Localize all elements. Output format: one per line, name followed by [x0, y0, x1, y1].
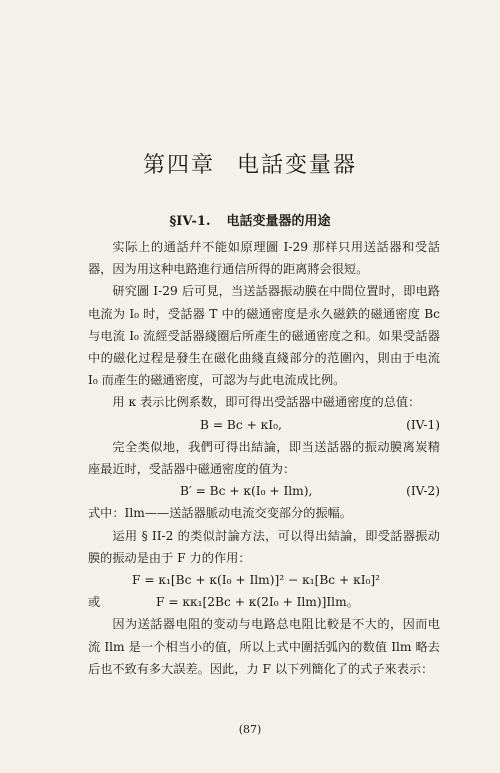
chapter-heading: [0, 148, 500, 179]
equation-force-1: [88, 569, 440, 591]
page-number: (87): [238, 723, 262, 736]
equation-force-2-expression: F = κκ₁[2Bc + κ(2I₀ + Ilm)]Ilm。: [156, 595, 359, 610]
equation-force-2: [88, 591, 440, 613]
paragraph-1: 实际上的通話幷不能如原理圖 I-29 那样只用送話器和受話器，因为用这种电路進行通信所得的距离將会很短。: [88, 240, 440, 277]
paragraph-5: 式中：Ilm——送話器脈动电流交变部分的振幅。: [88, 506, 353, 521]
section-title: 电話变量器的用途: [226, 214, 331, 229]
section-heading: [0, 210, 500, 229]
paragraph-6: 运用 § II-2 的类似討論方法，可以得出結論，即受話器振动膜的振动是由于 F 力的作用：: [88, 528, 440, 565]
paragraph-3: 用 κ 表示比例系数，即可得出受話器中磁通密度的总值：: [112, 395, 421, 410]
equation-iv-2-number: (IV-2): [406, 484, 440, 499]
chapter-number: 第四章: [142, 153, 215, 178]
equation-iv-2-expression: B′ = Bc + κ(I₀ + Ilm),: [180, 484, 313, 499]
equation-force-2-lead: 或: [88, 595, 101, 610]
paragraph-4: 完全类似地，我們可得出結論，即当送話器的振动膜离炭精座最近时，受話器中磁通密度的值为：: [88, 439, 440, 477]
chapter-title: 电話变量器: [237, 153, 358, 178]
body-text: [88, 236, 440, 680]
equation-force-1-expression: F = κ₁[Bc + κ(I₀ + Ilm)]² − κ₁[Bc + κI₀]²: [132, 573, 381, 588]
paragraph-7: 因为送話器电阻的变动与电路总电阻比較是不大的，因而电流 Ilm 是一个相当小的值，所以上式中圍括弧內的数值 Ilm 略去后也不致有多大誤差。因此，力 F 以下列簡化了的式子來表示：: [88, 617, 440, 676]
section-number: §IV-1.: [169, 214, 211, 229]
equation-iv-2: [88, 480, 440, 502]
equation-iv-1-number: (IV-1): [406, 417, 440, 432]
paragraph-2: 研究圖 I-29 后可見，当送話器振动膜在中間位置时，即电路电流为 I₀ 时，受話器 T 中的磁通密度是永久磁鉄的磁通密度 Bc 与电流 I₀ 流經受話器綫圈后所產生的磁通密度之和。如果受話器中的磁化过程是發生在磁化曲綫直綫部分的范圍內，則由于电流 I₀ 而產生的磁通密度，可認为与此电流成比例。: [88, 284, 440, 388]
equation-iv-1-expression: B = Bc + κI₀,: [200, 417, 282, 432]
equation-iv-1: [88, 414, 440, 436]
